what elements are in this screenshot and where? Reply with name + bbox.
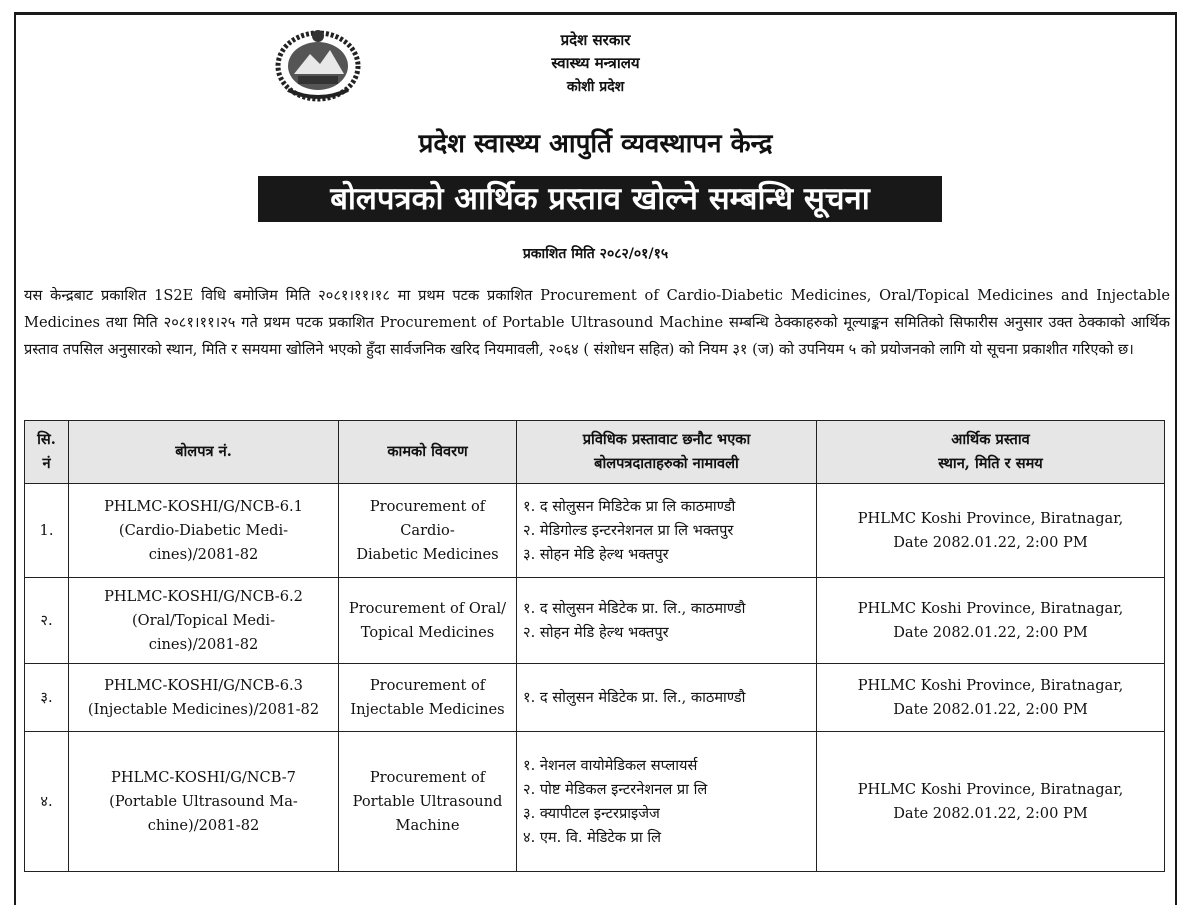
- notice-title-banner: बोलपत्रको आर्थिक प्रस्ताव खोल्ने सम्बन्धि सूचना: [258, 176, 942, 222]
- table-header-row: [25, 421, 1165, 484]
- row-bidders: १. द सोलुसन मेडिटेक प्रा. लि., काठमाण्डौ: [517, 664, 817, 732]
- row-financial-opening: PHLMC Koshi Province, Biratnagar, Date 2082.01.22, 2:00 PM: [817, 732, 1165, 872]
- row-financial-opening: PHLMC Koshi Province, Biratnagar, Date 2082.01.22, 2:00 PM: [817, 578, 1165, 664]
- row-bid-no: PHLMC-KOSHI/G/NCB-6.2 (Oral/Topical Medi- cines)/2081-82: [69, 578, 339, 664]
- col-header-sn: सि. नं: [25, 421, 69, 484]
- row-work-desc: Procurement of Portable Ultrasound Machine: [339, 732, 517, 872]
- row-sn: 1.: [25, 484, 69, 578]
- table-row: [25, 578, 1165, 664]
- frame-border-top: [14, 12, 1177, 15]
- row-bidders: १. द सोलुसन मिडिटेक प्रा लि काठमाण्डौ २. मेडिगोल्ड इन्टरनेशनल प्रा लि भक्तपुर ३. सोहन मेडि हेल्थ भक्तपुर: [517, 484, 817, 578]
- col-header-bid-no: बोलपत्र नं.: [69, 421, 339, 484]
- row-work-desc: Procurement of Cardio- Diabetic Medicines: [339, 484, 517, 578]
- table-row: [25, 484, 1165, 578]
- province-label: कोशी प्रदेश: [566, 79, 625, 95]
- row-bidders: १. द सोलुसन मेडिटेक प्रा. लि., काठमाण्डौ २. सोहन मेडि हेल्थ भक्तपुर: [517, 578, 817, 664]
- ministry-label: स्वास्थ्य मन्त्रालय: [551, 54, 640, 72]
- bids-table: [24, 420, 1165, 872]
- row-bid-no: PHLMC-KOSHI/G/NCB-6.3 (Injectable Medicines)/2081-82: [69, 664, 339, 732]
- table-row: [25, 664, 1165, 732]
- published-date: प्रकाशित मिति २०८२/०१/१५: [522, 246, 669, 262]
- row-financial-opening: PHLMC Koshi Province, Biratnagar, Date 2082.01.22, 2:00 PM: [817, 664, 1165, 732]
- row-sn: ४.: [25, 732, 69, 872]
- row-financial-opening: PHLMC Koshi Province, Biratnagar, Date 2082.01.22, 2:00 PM: [817, 484, 1165, 578]
- row-bidders: १. नेशनल वायोमेडिकल सप्लायर्स २. पोष्ट मेडिकल इन्टरनेशनल प्रा लि ३. क्यापीटल इन्टरप्राइजेज ४. एम. वि. मेडिटेक प्रा लि: [517, 732, 817, 872]
- government-label: प्रदेश सरकार: [560, 31, 631, 49]
- col-header-work-desc: कामको विवरण: [339, 421, 517, 484]
- col-header-financial: आर्थिक प्रस्ताव स्थान, मिति र समय: [817, 421, 1165, 484]
- table-row: [25, 732, 1165, 872]
- row-work-desc: Procurement of Oral/ Topical Medicines: [339, 578, 517, 664]
- intro-paragraph: यस केन्द्रबाट प्रकाशित 1S2E विधि बमोजिम मिति २०८१।११।१८ मा प्रथम पटक प्रकाशित Procurement of Cardio-Diabetic Medicines, Oral/Topical Medicines and Injectable Medicines तथा मिति २०८१।११।२५ गते प्रथम पटक प्रकाशित Procurement of Portable Ultrasound Machine सम्बन्धि ठेक्काहरुको मूल्याङ्कन समितिको सिफारीस अनुसार उक्त ठेक्काको आर्थिक प्रस्ताव तपसिल अनुसारको स्थान, मिति र समयमा खोलिने भएको हुँदा सार्वजनिक खरिद नियमावली, २०६४ ( संशोधन सहित) को नियम ३१ (ज) को उपनियम ५ को प्रयोजनको लागि यो सूचना प्रकाशीत गरिएको छ।: [24, 287, 1170, 358]
- row-work-desc: Procurement of Injectable Medicines: [339, 664, 517, 732]
- row-bid-no: PHLMC-KOSHI/G/NCB-7 (Portable Ultrasound Ma- chine)/2081-82: [69, 732, 339, 872]
- center-name-heading: प्रदेश स्वास्थ्य आपुर्ति व्यवस्थापन केन्द्र: [418, 129, 773, 159]
- row-sn: ३.: [25, 664, 69, 732]
- row-sn: २.: [25, 578, 69, 664]
- col-header-shortlisted: प्रविधिक प्रस्तावाट छनौट भएका बोलपत्रदाताहरुको नामावली: [517, 421, 817, 484]
- row-bid-no: PHLMC-KOSHI/G/NCB-6.1 (Cardio-Diabetic Medi- cines)/2081-82: [69, 484, 339, 578]
